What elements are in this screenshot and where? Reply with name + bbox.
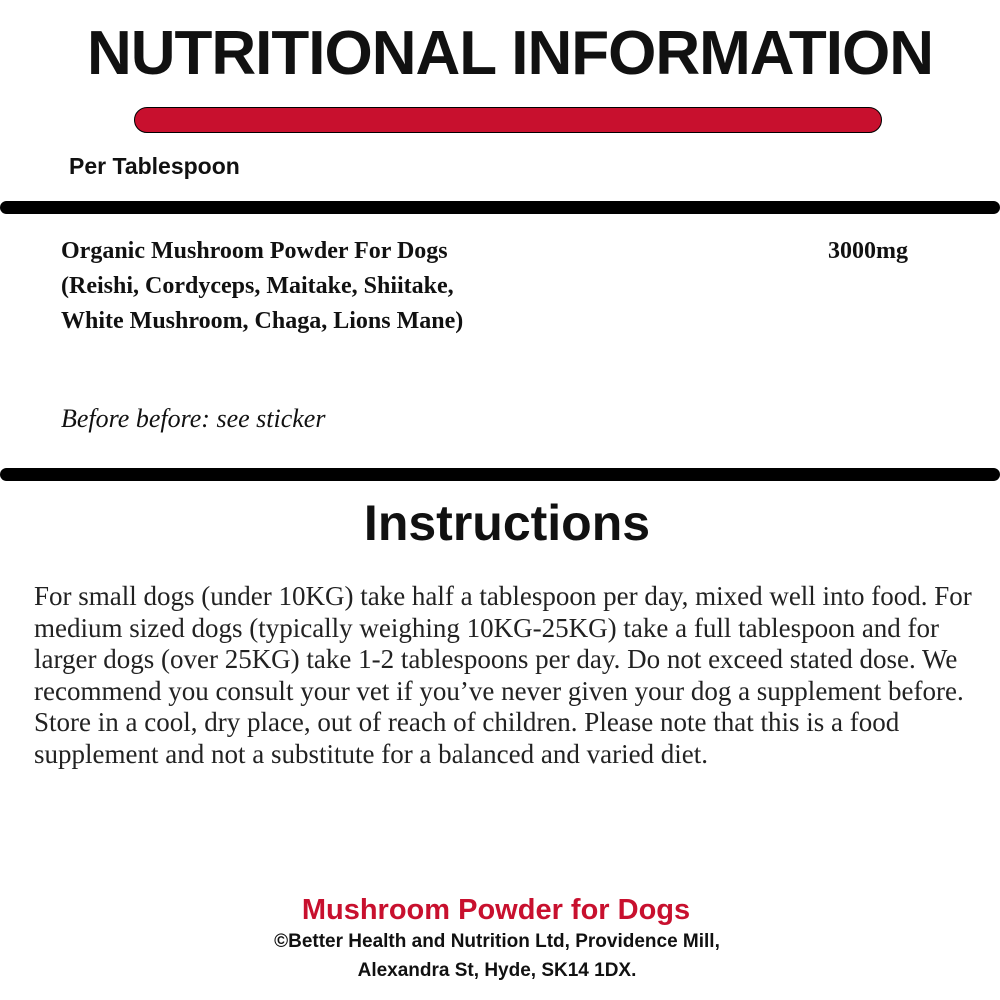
footer-product-name: Mushroom Powder for Dogs [301, 894, 691, 926]
serving-size-label: Per Tablespoon [69, 153, 240, 179]
best-before-note: Before before: see sticker [61, 404, 326, 433]
accent-divider-bar [134, 107, 882, 133]
ingredient-amount: 3000mg [828, 238, 908, 264]
instructions-heading: Instructions [363, 495, 651, 551]
footer-address-line: Alexandra St, Hyde, SK14 1DX. [357, 960, 637, 981]
bottom-divider-rule [0, 468, 1000, 481]
ingredient-line-3: White Mushroom, Chaga, Lions Mane) [61, 308, 464, 334]
page-title: NUTRITIONAL INFORMATION [86, 19, 934, 88]
ingredient-name [61, 234, 681, 339]
instructions-body: For small dogs (under 10KG) take half a tablespoon per day, mixed well into food. For medium sized dogs (typically weighing 10KG-25KG) take a full tablespoon and for larger dogs (over 25KG) take 1-2 tablespoons per day. Do not exceed stated dose. We recommend you consult your vet if you’ve never given your dog a supplement before. Store in a cool, dry place, out of reach of children. Please note that this is a food supplement and not a substitute for a balanced and varied diet. [34, 581, 972, 769]
footer-company-line: ©Better Health and Nutrition Ltd, Providence Mill, [274, 931, 720, 952]
ingredient-line-2: (Reishi, Cordyceps, Maitake, Shiitake, [61, 273, 454, 299]
ingredient-line-1: Organic Mushroom Powder For Dogs [61, 238, 448, 264]
top-divider-rule [0, 201, 1000, 214]
